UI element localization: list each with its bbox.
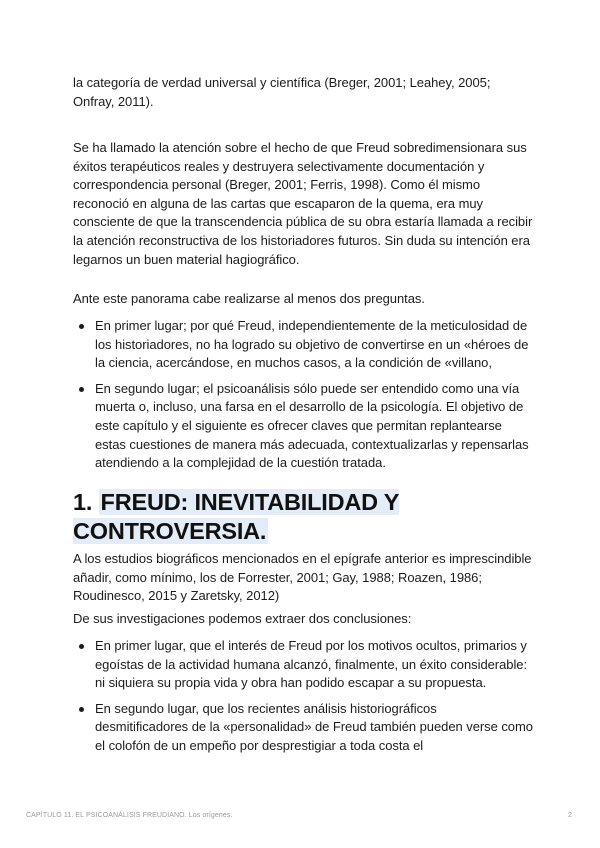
section-title: FREUD: INEVITABILIDAD Y CONTROVERSIA. (73, 489, 400, 544)
paragraph-continuation: la categoría de verdad universal y científica (Breger, 2001; Leahey, 2005; Onfray, 2011). (73, 75, 491, 109)
paragraph-freud-documentation: Se ha llamado la atención sobre el hecho de que Freud sobredimensionara sus éxitos terapéuticos reales y destruyera selectivamente documentación y correspondencia personal (Breger, 2001; Ferris, 1998). Como él mismo reconoció en alguna de las cartas que escaparon de la quema, era muy consciente de que la transcendencia pública de su obra estaría llamada a recibir la atención reconstructiva de los historiadores futuros. Sin duda su intención era legarnos un buen material hagiográfico. (73, 140, 533, 267)
list-item-text: En primer lugar, que el interés de Freud por los motivos ocultos, primarios y egoístas de la actividad humana alcanzó, finalmente, un éxito considerable: ni siquiera su propia vida y obra han podido escapar a su propuesta. (95, 638, 528, 691)
list-item-text: En segundo lugar, que los recientes análisis historiográficos desmitificadores de la «personalidad» de Freud también pueden verse como el colofón de un empeño por desprestigiar a toda costa el (95, 700, 533, 753)
bullet-icon (79, 644, 84, 649)
section-heading (73, 488, 533, 546)
list-item (73, 317, 533, 373)
bullet-icon (79, 707, 84, 712)
section-number: 1. (73, 489, 93, 515)
paragraph-conclusions-intro: De sus investigaciones podemos extraer dos conclusiones: (73, 611, 412, 626)
page-number: 2 (568, 812, 572, 819)
paragraph-questions-intro: Ante este panorama cabe realizarse al menos dos preguntas. (73, 291, 425, 306)
bullet-icon (79, 324, 84, 329)
questions-list (73, 317, 533, 480)
page-footer (26, 812, 572, 819)
paragraph-biographical-studies: A los estudios biográficos mencionados en el epígrafe anterior es imprescindible añadir, como mínimo, los de Forrester, 2001; Gay, 1988; Roazen, 1986; Roudinesco, 2015 y Zaretsky, 2012) (73, 551, 532, 604)
list-item-text: En primer lugar; por qué Freud, independientemente de la meticulosidad de los historiadores, no ha logrado su objetivo de convertirse en un «héroes de la ciencia, acercándose, en muchos casos, a la condición de «villano, (95, 318, 529, 371)
footer-chapter-title: CAPÍTULO 11. EL PSICOANÁLISIS FREUDIANO. Los orígenes. (26, 812, 233, 819)
bullet-icon (79, 387, 84, 392)
list-item-text: En segundo lugar; el psicoanálisis sólo puede ser entendido como una vía muerta o, incluso, una farsa en el desarrollo de la psicología. El objetivo de este capítulo y el siguiente es ofrecer claves que permitan replantearse estas cuestiones de manera más adecuada, contextualizarlas y repensarlas atendiendo a la complejidad de la cuestión tratada. (95, 380, 529, 471)
conclusions-list (73, 637, 533, 763)
list-item (73, 700, 533, 756)
list-item (73, 380, 533, 473)
list-item (73, 637, 533, 693)
